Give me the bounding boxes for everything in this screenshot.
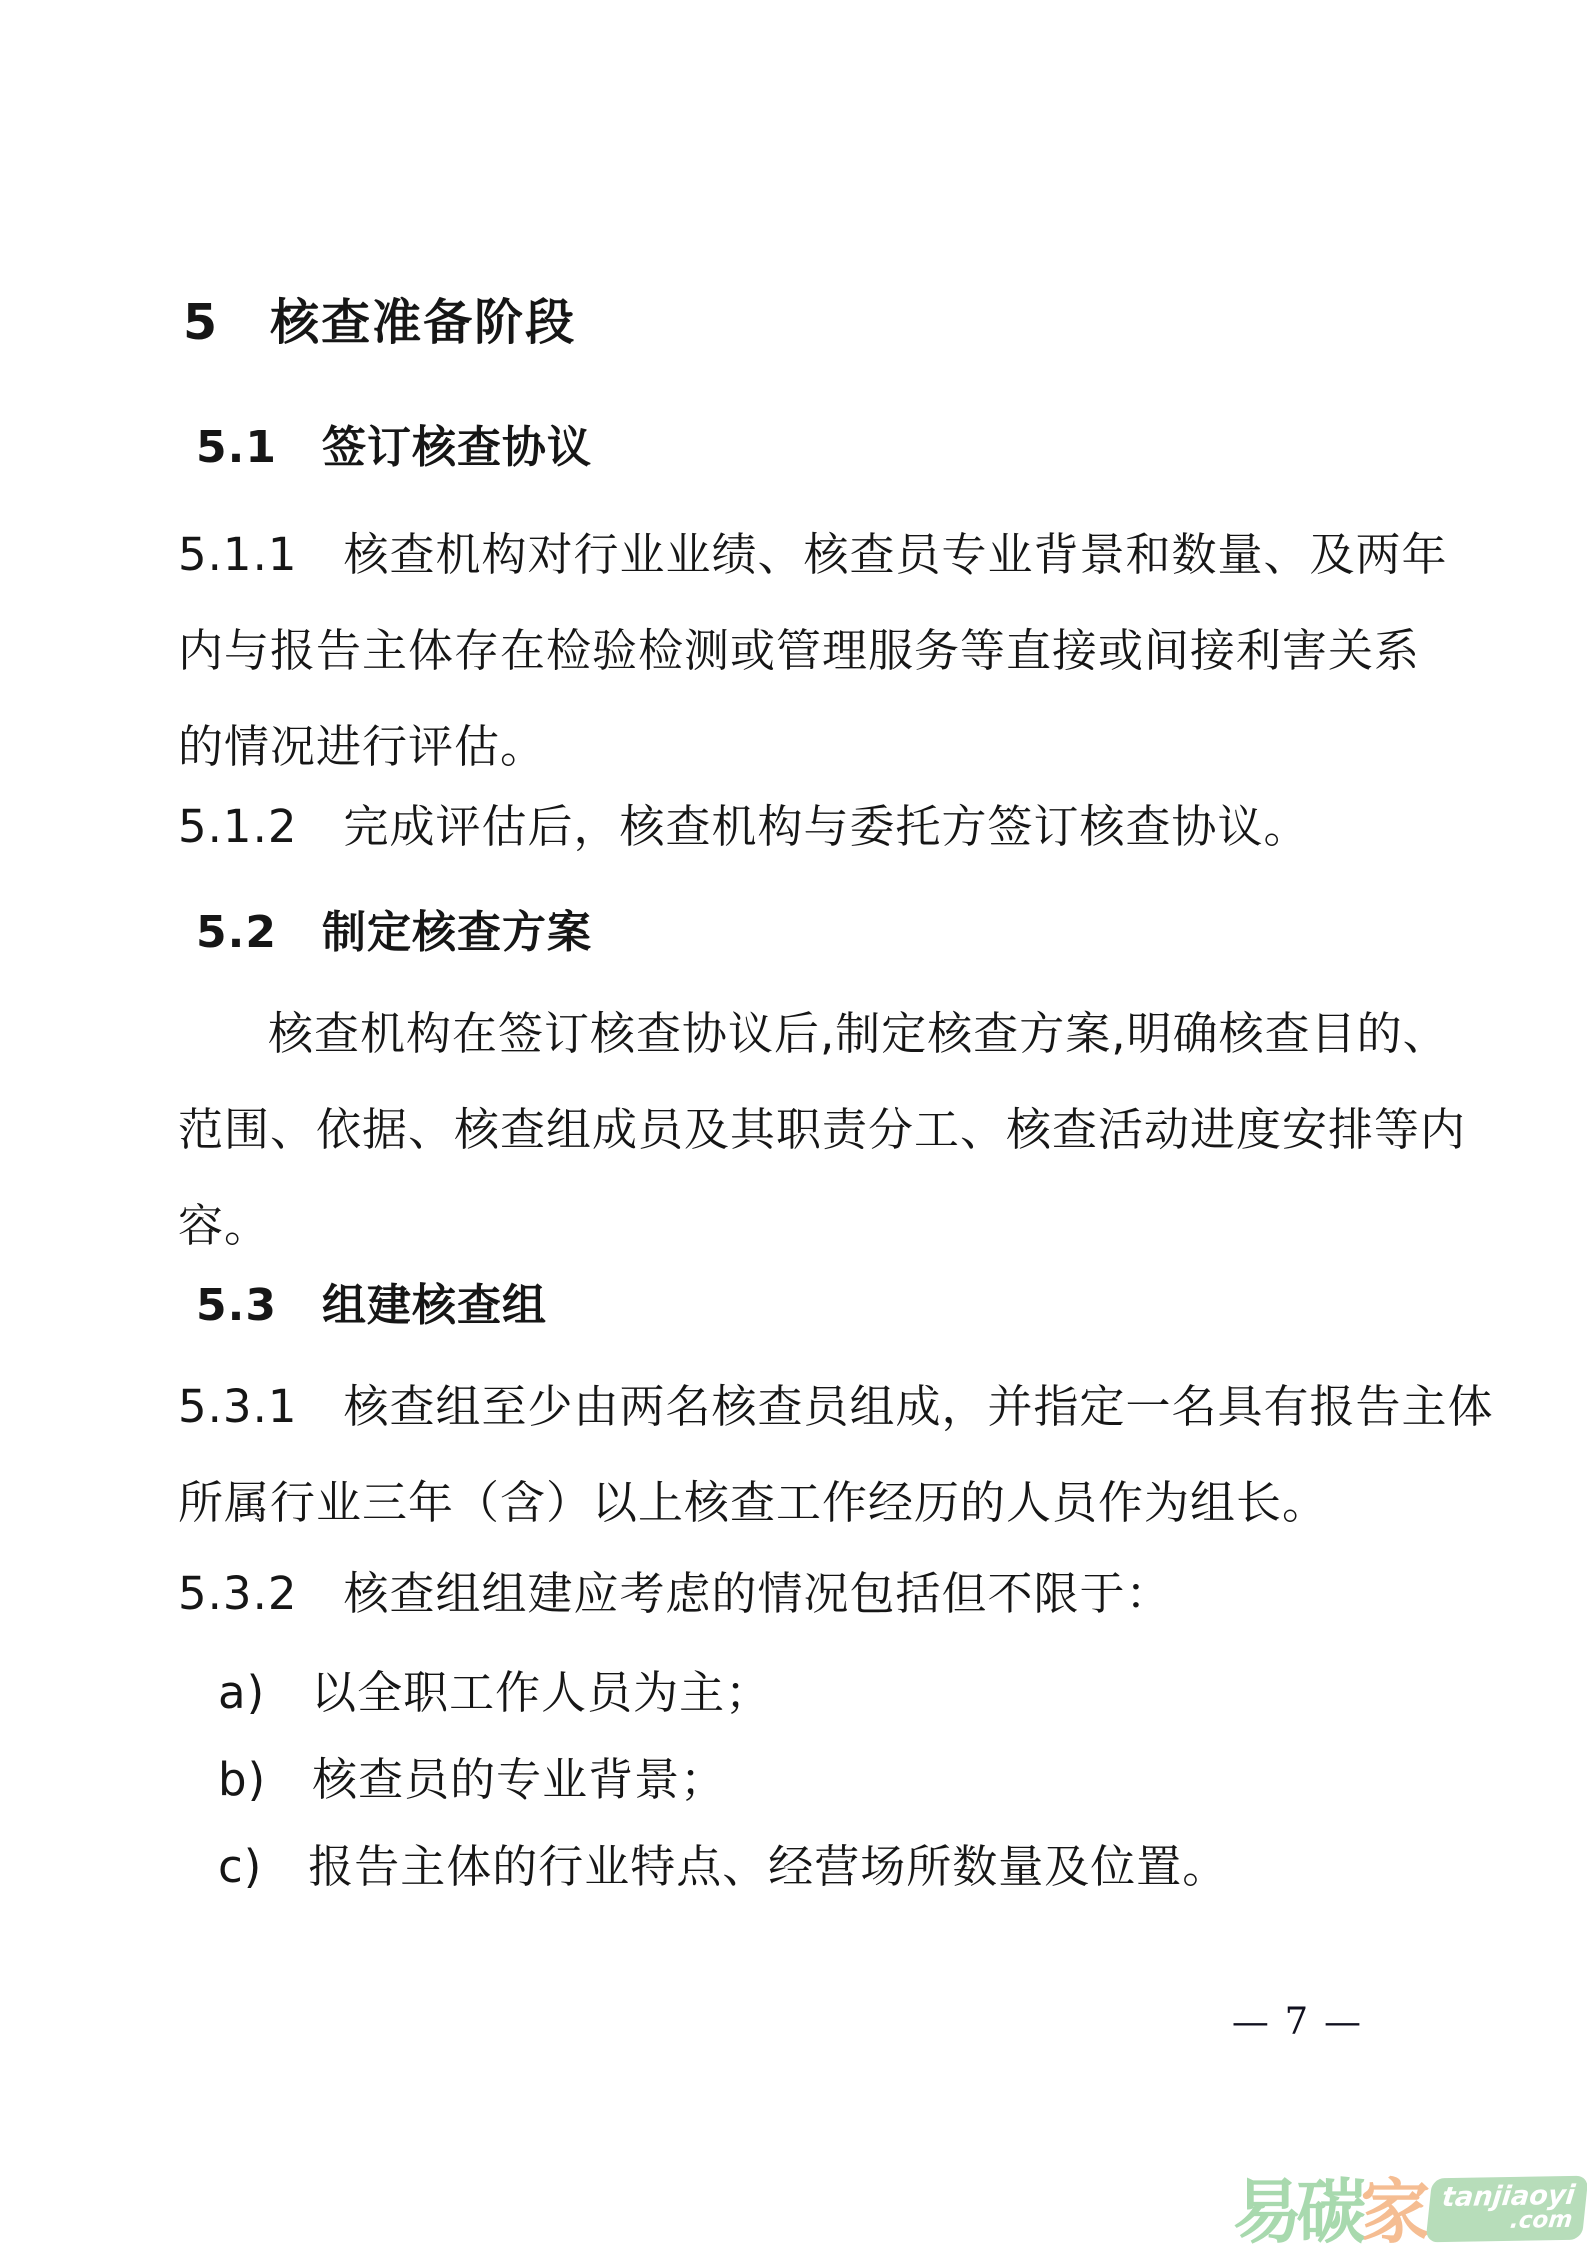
section-5-3-heading: 5.3 组建核查组 — [196, 1280, 547, 1331]
list-item: b) 核查员的专业背景； — [218, 1753, 727, 1806]
clause-5-3-1-line: 所属行业三年（含）以上核查工作经历的人员作为组长。 — [178, 1476, 1329, 1529]
watermark-cn-green: 易碳 — [1232, 2170, 1361, 2245]
clause-5-1-2-line: 5.1.2 完成评估后，核查机构与委托方签订核查协议。 — [178, 800, 1310, 853]
watermark-site-name: tanjiaoyi — [1440, 2179, 1577, 2214]
clause-5-1-2 — [178, 779, 1538, 875]
clause-5-1-1-line: 内与报告主体存在检验检测或管理服务等直接或间接利害关系 — [178, 624, 1421, 677]
clause-5-1-1-line: 的情况进行评估。 — [178, 720, 547, 773]
clause-5-3-1-line: 5.3.1 核查组至少由两名核查员组成，并指定一名具有报告主体 — [178, 1380, 1494, 1433]
clause-5-3-2-line: 5.3.2 核查组组建应考虑的情况包括但不限于： — [178, 1567, 1172, 1620]
section-5-2-heading: 5.2 制定核查方案 — [196, 907, 592, 958]
clause-5-1-1 — [178, 507, 1538, 795]
section-5-2-paragraph — [178, 986, 1538, 1274]
watermark-cn-orange: 家 — [1360, 2170, 1425, 2245]
clause-5-3-2-list — [218, 1649, 1228, 1910]
watermark-cn-text — [1232, 2170, 1425, 2245]
clause-5-3-2 — [178, 1546, 1538, 1642]
section-5-1-heading: 5.1 签订核查协议 — [196, 422, 592, 473]
watermark-logo — [1232, 2170, 1585, 2245]
watermark-site-tld: .com — [1508, 2206, 1574, 2234]
clause-5-1-1-line: 5.1.1 核查机构对行业业绩、核查员专业背景和数量、及两年 — [178, 528, 1448, 581]
section-5-2-paragraph-line: 核查机构在签订核查协议后,制定核查方案,明确核查目的、 — [268, 1007, 1449, 1060]
section-5-2-paragraph-line: 范围、依据、核查组成员及其职责分工、核查活动进度安排等内 — [178, 1103, 1467, 1156]
clause-5-3-1 — [178, 1359, 1538, 1551]
list-item: c) 报告主体的行业特点、经营场所数量及位置。 — [218, 1840, 1229, 1893]
heading-main: 5 核查准备阶段 — [183, 294, 577, 351]
section-5-2-paragraph-line: 容。 — [178, 1199, 271, 1252]
watermark-site-badge — [1425, 2176, 1587, 2243]
list-item: a) 以全职工作人员为主； — [218, 1666, 772, 1719]
page-number: — 7 — — [1231, 2000, 1363, 2043]
